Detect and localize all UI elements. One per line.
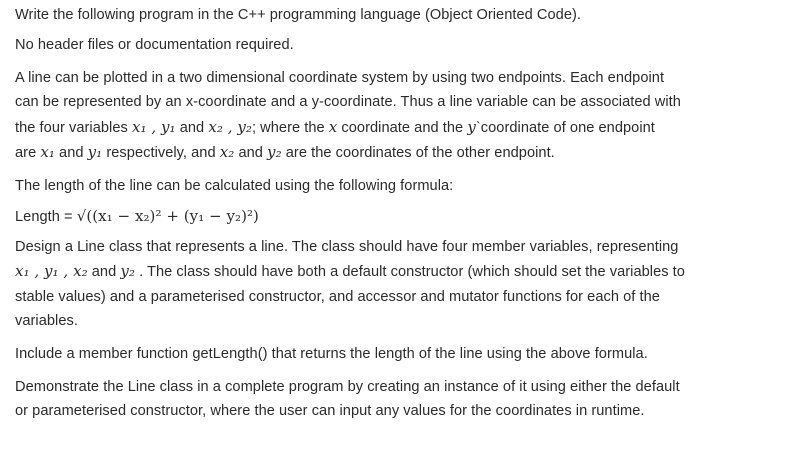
instruction-no-headers bbox=[15, 33, 794, 57]
text-span: are the coordinates of the other endpoint. bbox=[285, 144, 555, 161]
text-span: ; where the bbox=[251, 119, 325, 136]
text-span: are bbox=[15, 144, 37, 161]
instruction-getlength-text: Include a member function getLength() that returns the length of the line using the above formula. bbox=[15, 345, 648, 362]
math-vars-endpoint-2: x₂ , y₂ bbox=[208, 117, 252, 136]
text-span: stable values) and a parameterised constructor, and accessor and mutator functions for each of the bbox=[15, 288, 660, 305]
instruction-getlength bbox=[15, 342, 794, 366]
text-line bbox=[15, 259, 794, 284]
instruction-length-intro bbox=[15, 174, 794, 198]
text-line bbox=[15, 235, 794, 259]
text-span: or parameterised constructor, where the user can input any values for the coordinates in runtime. bbox=[15, 403, 645, 420]
text-span: can be represented by an x-coordinate and a y-coordinate. Thus a line variable can be associated with bbox=[15, 94, 681, 111]
math-y2: y₂ bbox=[267, 142, 282, 161]
text-line bbox=[15, 90, 794, 114]
formula-expression: √((x₁ − x₂)² + (y₁ − y₂)²) bbox=[76, 207, 259, 226]
instruction-length-intro-text: The length of the line can be calculated using the following formula: bbox=[15, 177, 454, 194]
text-line bbox=[15, 375, 794, 399]
math-y1: y₁ bbox=[87, 142, 103, 161]
text-span: the four variables bbox=[15, 119, 128, 136]
text-span: Design a Line class that represents a line. The class should have four member variables, representing bbox=[15, 239, 679, 256]
text-line bbox=[15, 115, 794, 140]
math-x2: x₂ bbox=[219, 142, 235, 161]
text-span: variables. bbox=[15, 312, 78, 329]
paragraph-demonstrate bbox=[15, 375, 794, 423]
text-span: respectively, and bbox=[106, 144, 216, 161]
text-line bbox=[15, 399, 794, 423]
math-x: x bbox=[328, 117, 338, 136]
text-span: `coordinate of one endpoint bbox=[475, 119, 655, 136]
text-line bbox=[15, 140, 794, 165]
paragraph-line-definition bbox=[15, 66, 794, 165]
text-span: and bbox=[59, 144, 84, 161]
paragraph-class-design bbox=[15, 235, 794, 333]
length-formula bbox=[15, 204, 794, 229]
text-line bbox=[15, 285, 794, 309]
math-x1: x₁ bbox=[40, 142, 55, 161]
formula-label: Length = bbox=[15, 209, 73, 226]
instruction-language bbox=[15, 3, 794, 27]
text-span: and bbox=[238, 144, 263, 161]
instruction-language-text: Write the following program in the C++ programming language (Object Oriented Code). bbox=[15, 7, 582, 23]
text-line bbox=[15, 309, 794, 333]
math-y2: y₂ bbox=[120, 262, 135, 281]
math-y: y bbox=[467, 117, 476, 136]
math-vars-endpoint-1: x₁ , y₁ bbox=[131, 117, 176, 136]
math-member-vars: x₁ , y₁ , x₂ bbox=[15, 262, 88, 281]
text-span: Demonstrate the Line class in a complete program by creating an instance of it using either the default bbox=[15, 378, 680, 395]
text-span: A line can be plotted in a two dimensional coordinate system by using two endpoints. Each endpoint bbox=[15, 70, 665, 87]
text-span: coordinate and the bbox=[341, 119, 464, 136]
text-span: and bbox=[91, 264, 117, 281]
instruction-no-headers-text: No header files or documentation required. bbox=[15, 37, 294, 54]
text-line bbox=[15, 66, 794, 90]
text-span: and bbox=[179, 119, 205, 136]
text-span: . The class should have both a default constructor (which should set the variables to bbox=[139, 264, 685, 281]
